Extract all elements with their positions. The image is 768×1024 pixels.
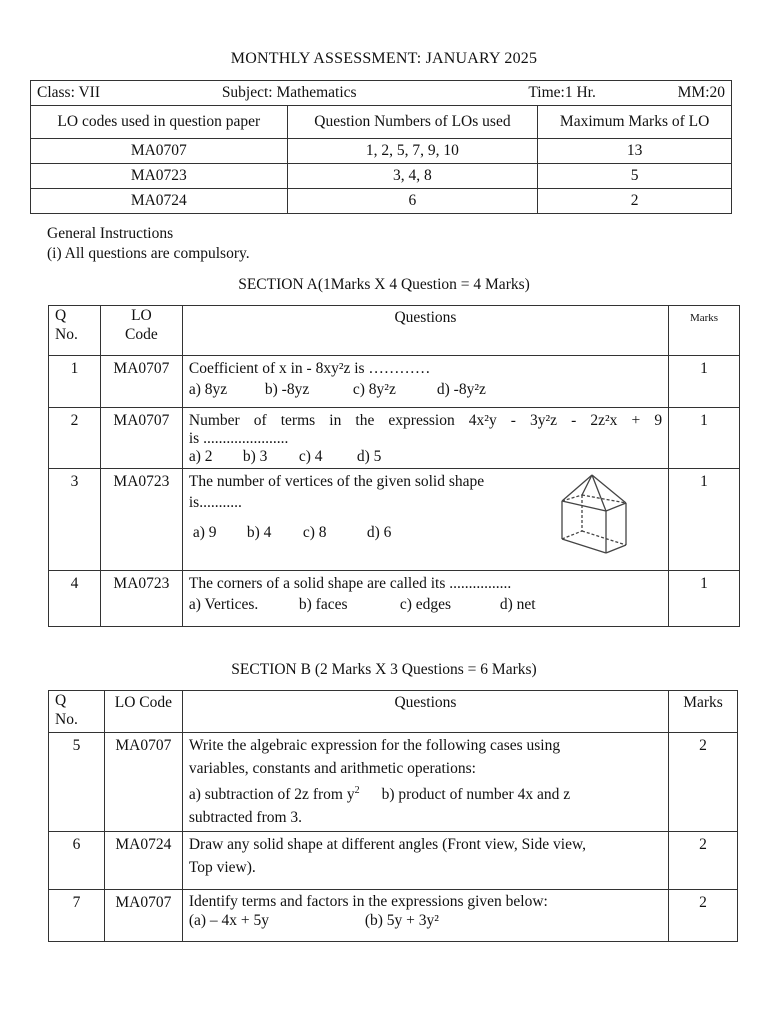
table-row	[49, 733, 738, 832]
section-a-title: SECTION A(1Marks X 4 Question = 4 Marks)	[238, 276, 530, 293]
option-b: b) 4	[246, 524, 272, 541]
lo-header-questions: Question Numbers of LOs used	[287, 106, 538, 139]
option-b: (b) 5y + 3y²	[364, 912, 439, 930]
option-c: c) 8	[302, 524, 327, 541]
table-row	[49, 469, 740, 571]
question-lo-code: MA0707	[104, 733, 182, 832]
time-label: Time:1 Hr.	[528, 84, 596, 101]
question-marks: 2	[669, 733, 738, 832]
question-lo-code: MA0723	[100, 469, 182, 571]
question-number: 2	[49, 408, 101, 469]
question-options	[189, 594, 662, 615]
qno-header	[49, 306, 101, 356]
lo-questions-cell: 1, 2, 5, 7, 9, 10	[287, 139, 538, 164]
section-b-table	[48, 690, 738, 942]
question-marks: 1	[669, 469, 740, 571]
info-row	[31, 81, 732, 106]
table-row	[31, 189, 732, 214]
question-line1: Write the algebraic expression for the following cases using	[188, 737, 561, 754]
table-row	[49, 571, 740, 627]
table-row	[49, 832, 738, 890]
question-number: 4	[49, 571, 101, 627]
question-line4: subtracted from 3.	[188, 808, 303, 826]
question-line2: Top view).	[188, 858, 256, 876]
question-marks: 2	[669, 832, 738, 890]
part-b: b) product of number 4x and z	[381, 786, 571, 804]
lo-header-marks: Maximum Marks of LO	[538, 106, 732, 139]
lo-code-header: LO Code	[104, 691, 182, 733]
question-text	[182, 890, 668, 942]
instruction-item: (i) All questions are compulsory.	[47, 245, 250, 262]
question-marks: 1	[669, 356, 740, 408]
question-lo-code: MA0707	[100, 408, 182, 469]
table-row	[49, 356, 740, 408]
question-text	[182, 832, 668, 890]
section-b-title: SECTION B (2 Marks X 3 Questions = 6 Marks)	[231, 661, 537, 678]
question-line2: variables, constants and arithmetic operations:	[188, 759, 476, 777]
part-a: a) subtraction of 2z from y	[188, 786, 355, 804]
question-lo-code: MA0707	[100, 356, 182, 408]
lo-marks-cell: 13	[538, 139, 732, 164]
option-b: b) faces	[298, 596, 348, 613]
question-stem-line2: is...........	[188, 494, 242, 511]
qno-header	[49, 691, 105, 733]
question-text	[182, 408, 668, 469]
question-lo-code: MA0707	[104, 890, 182, 942]
question-lo-code: MA0723	[100, 571, 182, 627]
option-c: c) 4	[298, 448, 323, 465]
question-marks: 2	[669, 890, 738, 942]
question-stem-line1: Number of terms in the expression 4x²y - 3y²z - 2z²x + 9	[188, 412, 663, 429]
question-number: 5	[49, 733, 105, 832]
option-b: b) -8yz	[264, 381, 310, 398]
question-number: 7	[49, 890, 105, 942]
lo-code-cell: MA0723	[31, 164, 288, 189]
question-text	[182, 733, 668, 832]
lo-marks-cell: 5	[538, 164, 732, 189]
table-row	[49, 890, 738, 942]
option-c: c) edges	[399, 596, 452, 613]
question-number: 1	[49, 356, 101, 408]
lo-header-line1: LO	[131, 307, 152, 324]
option-c: c) 8y²z	[352, 381, 396, 398]
lo-code-cell: MA0707	[31, 139, 288, 164]
question-line3: a) subtraction of 2z from $y^2$ b) product of number 4x and z	[188, 785, 571, 804]
table-row	[31, 139, 732, 164]
question-stem: Coefficient of x in - 8xy²z is …………	[188, 360, 431, 377]
question-line1: Draw any solid shape at different angles (Front view, Side view,	[188, 836, 587, 854]
question-line1: Identify terms and factors in the expressions given below:	[188, 893, 548, 911]
table-row	[49, 408, 740, 469]
question-number: 3	[49, 469, 101, 571]
lo-questions-cell: 6	[287, 189, 538, 214]
option-d: d) 6	[366, 524, 392, 541]
section-a-table	[48, 305, 740, 627]
option-b: b) 3	[242, 448, 268, 465]
lo-marks-cell: 2	[538, 189, 732, 214]
question-stem-line2: is ......................	[188, 430, 289, 447]
lo-questions-cell: 3, 4, 8	[287, 164, 538, 189]
option-d: d) -8y²z	[436, 381, 486, 398]
class-label: Class: VII	[37, 84, 101, 101]
marks-header: Marks	[669, 306, 740, 356]
question-text	[182, 356, 668, 408]
qno-header-line2: No.	[55, 711, 78, 728]
lo-table	[30, 80, 732, 214]
qno-header-line1: Q	[55, 692, 67, 709]
marks-header: Marks	[669, 691, 738, 733]
question-options	[189, 911, 662, 930]
question-stem: The corners of a solid shape are called its ................	[188, 575, 512, 592]
lo-code-header	[100, 306, 182, 356]
qno-header-line1: Q	[55, 307, 67, 324]
table-row	[31, 164, 732, 189]
question-number: 6	[49, 832, 105, 890]
question-marks: 1	[669, 408, 740, 469]
qno-header-line2: No.	[55, 326, 78, 343]
option-a: (a) – 4x + 5y	[188, 912, 270, 930]
question-lo-code: MA0724	[104, 832, 182, 890]
option-d: d) net	[499, 596, 536, 613]
questions-header: Questions	[182, 691, 668, 733]
subject-label: Subject: Mathematics	[221, 84, 357, 101]
question-marks: 1	[669, 571, 740, 627]
option-d: d) 5	[356, 448, 382, 465]
option-a: a) 2	[188, 448, 213, 465]
question-options	[189, 379, 662, 400]
question-text	[182, 571, 668, 627]
question-options	[189, 448, 662, 466]
max-marks-label: MM:20	[677, 84, 725, 101]
solid-shape-figure-icon	[556, 473, 636, 557]
instructions-heading: General Instructions	[47, 225, 174, 242]
lo-header-codes: LO codes used in question paper	[31, 106, 288, 139]
lo-header-line2: Code	[125, 326, 158, 343]
option-a: a) 9	[192, 524, 217, 541]
page-title: MONTHLY ASSESSMENT: JANUARY 2025	[230, 50, 538, 67]
option-a: a) 8yz	[188, 381, 228, 398]
questions-header: Questions	[182, 306, 668, 356]
question-stem-line1: The number of vertices of the given solid shape	[188, 473, 485, 490]
option-a: a) Vertices.	[188, 596, 259, 613]
question-text	[182, 469, 668, 571]
lo-code-cell: MA0724	[31, 189, 288, 214]
